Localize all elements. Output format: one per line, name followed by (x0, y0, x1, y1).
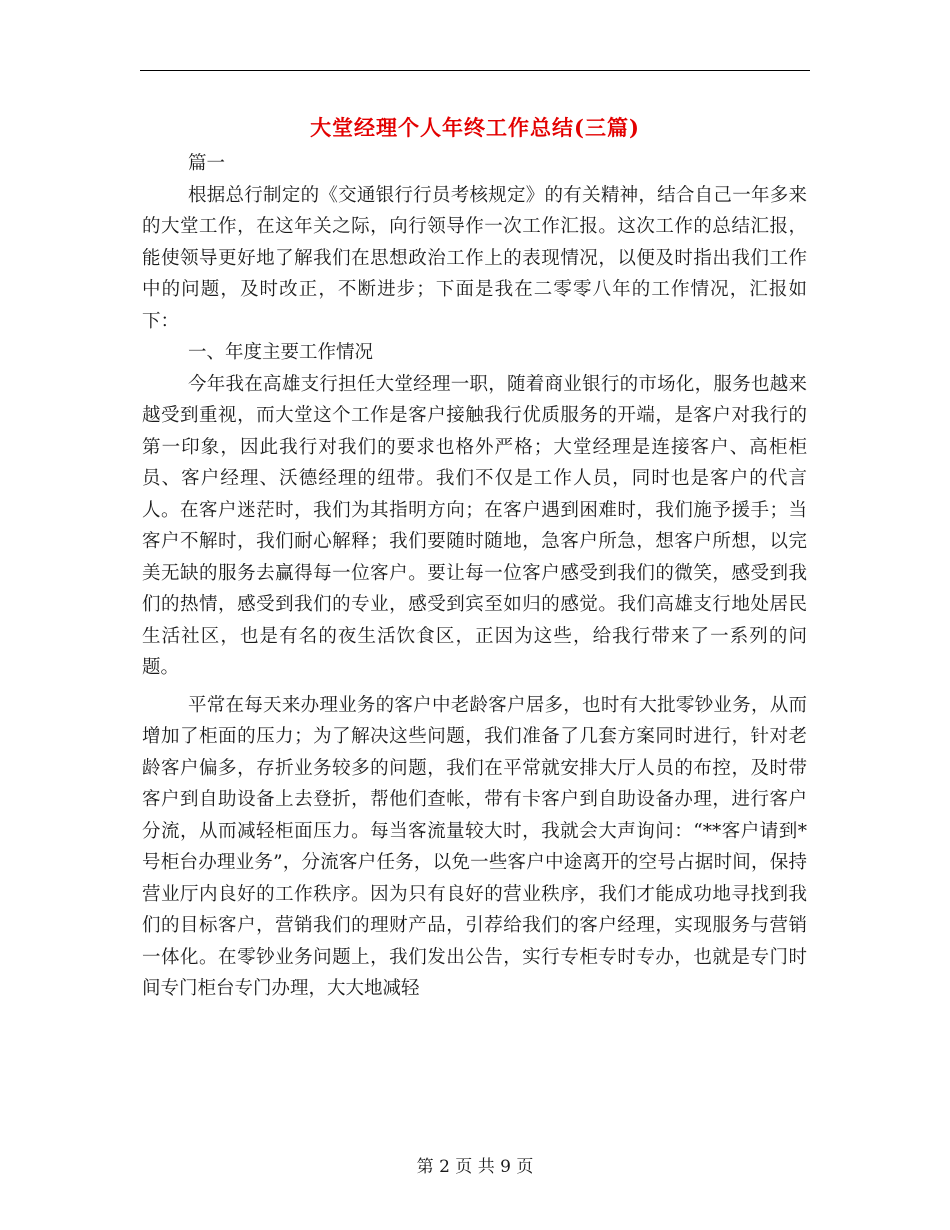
paragraph-intro: 根据总行制定的《交通银行行员考核规定》的有关精神，结合自己一年多来的大堂工作，在这年关之际，向行领导作一次工作汇报。这次工作的总结汇报，能使领导更好地了解我们在思想政治工作上的表现情况，以便及时指出我们工作中的问题，及时改正，不断进步；下面是我在二零零八年的工作情况，汇报如下： (142, 184, 807, 332)
paragraph-body-2: 平常在每天来办理业务的客户中老龄客户居多，也时有大批零钞业务，从而增加了柜面的压力；为了解决这些问题，我们准备了几套方案同时进行，针对老龄客户偏多，存折业务较多的问题，我们在平常就安排大厅人员的布控，及时带客户到自助设备上去登折，帮他们查帐，带有卡客户到自助设备办理，进行客户分流，从而减轻柜面压力。每当客流量较大时，我就会大声询问：“**客户请到*号柜台办理业务”，分流客户任务，以免一些客户中途离开的空号占据时间，保持营业厅内良好的工作秩序。因为只有良好的营业秩序，我们才能成功地寻找到我们的目标客户，营销我们的理财产品，引荐给我们的客户经理，实现服务与营销一体化。在零钞业务问题上，我们发出公告，实行专柜专时专办，也就是专门时间专门柜台专门办理，大大地减轻 (142, 694, 807, 999)
header-rule (140, 70, 810, 71)
sub-heading: 一、年度主要工作情况 (188, 342, 374, 363)
document-body (142, 148, 807, 1005)
section-label: 篇一 (188, 153, 226, 174)
document-title: 大堂经理个人年终工作总结(三篇) (310, 115, 640, 140)
page-footer: 第 2 页 共 9 页 (416, 1157, 534, 1177)
paragraph-body-1: 今年我在高雄支行担任大堂经理一职，随着商业银行的市场化，服务也越来越受到重视，而大堂这个工作是客户接触我行优质服务的开端，是客户对我行的第一印象，因此我行对我们的要求也格外严格；大堂经理是连接客户、高柜柜员、客户经理、沃德经理的纽带。我们不仅是工作人员，同时也是客户的代言人。在客户迷茫时，我们为其指明方向；在客户遇到困难时，我们施予援手；当客户不解时，我们耐心解释；我们要随时随地，急客户所急，想客户所想，以完美无缺的服务去赢得每一位客户。要让每一位客户感受到我们的微笑，感受到我们的热情，感受到我们的专业，感受到宾至如归的感觉。我们高雄支行地处居民生活社区，也是有名的夜生活饮食区，正因为这些，给我行带来了一系列的问题。 (142, 373, 807, 678)
